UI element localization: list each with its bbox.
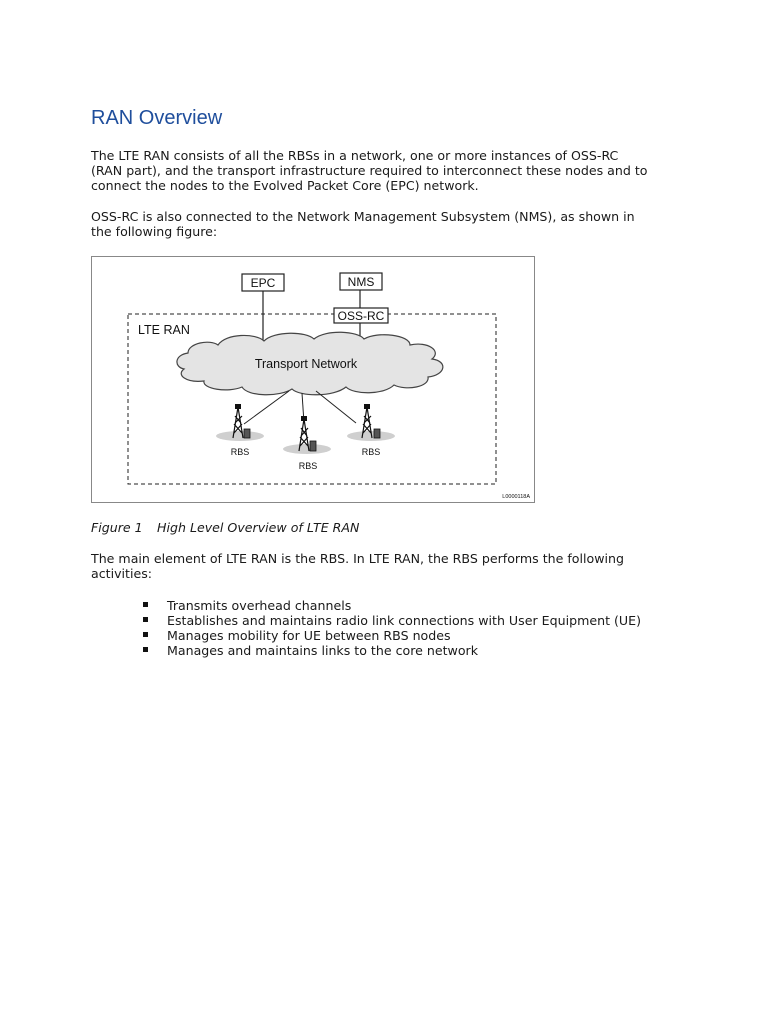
list-item xyxy=(140,613,641,628)
bullet-icon xyxy=(143,617,148,622)
bullet-icon xyxy=(143,647,148,652)
rbs-node xyxy=(283,416,331,454)
rbs-label: RBS xyxy=(230,447,250,457)
list-item-text: Establishes and maintains radio link connections with User Equipment (UE) xyxy=(167,613,642,628)
rbs-label: RBS xyxy=(298,461,318,471)
bullet-icon xyxy=(143,602,148,607)
list-item-text: Manages and maintains links to the core network xyxy=(167,643,479,658)
rbs-label: RBS xyxy=(361,447,381,457)
rbs-paragraph xyxy=(91,551,691,581)
list-item-text: Transmits overhead channels xyxy=(167,598,352,613)
figure-number: Figure 1 xyxy=(91,520,143,535)
epc-label: EPC xyxy=(250,276,276,290)
bullet-icon xyxy=(143,632,148,637)
intro-paragraph xyxy=(91,148,691,193)
list-item xyxy=(140,598,641,613)
rbs-node xyxy=(347,404,395,441)
page-title: RAN Overview xyxy=(91,107,223,129)
list-item-text: Manages mobility for UE between RBS nodes xyxy=(167,628,451,643)
oss-rc-paragraph xyxy=(91,209,691,239)
diagram-svg xyxy=(92,257,534,502)
paragraph-line: activities: xyxy=(91,566,153,581)
paragraph-line: (RAN part), and the transport infrastructure required to interconnect these nodes and to xyxy=(91,163,648,178)
rbs-link-line xyxy=(244,391,289,424)
list-item xyxy=(140,643,641,658)
rbs-link-line xyxy=(316,391,356,423)
lte-ran-label: LTE RAN xyxy=(138,323,190,337)
paragraph-line: OSS-RC is also connected to the Network Management Subsystem (NMS), as shown in xyxy=(91,209,635,224)
paragraph-line: connect the nodes to the Evolved Packet Core (EPC) network. xyxy=(91,178,479,193)
figure-caption xyxy=(91,520,359,535)
figure-caption-text: High Level Overview of LTE RAN xyxy=(157,520,360,535)
figure-id-label: L0000118A xyxy=(502,494,530,500)
paragraph-line: the following figure: xyxy=(91,224,218,239)
paragraph-line: The LTE RAN consists of all the RBSs in a network, one or more instances of OSS-RC xyxy=(91,148,619,163)
ossrc-label: OSS-RC xyxy=(337,309,385,323)
paragraph-line: The main element of LTE RAN is the RBS. In LTE RAN, the RBS performs the following xyxy=(91,551,624,566)
list-item xyxy=(140,628,641,643)
rbs-activities-list xyxy=(140,598,641,658)
lte-ran-diagram xyxy=(91,256,535,503)
transport-network-label: Transport Network xyxy=(254,357,358,371)
nms-label: NMS xyxy=(347,275,375,289)
rbs-node xyxy=(216,404,264,441)
